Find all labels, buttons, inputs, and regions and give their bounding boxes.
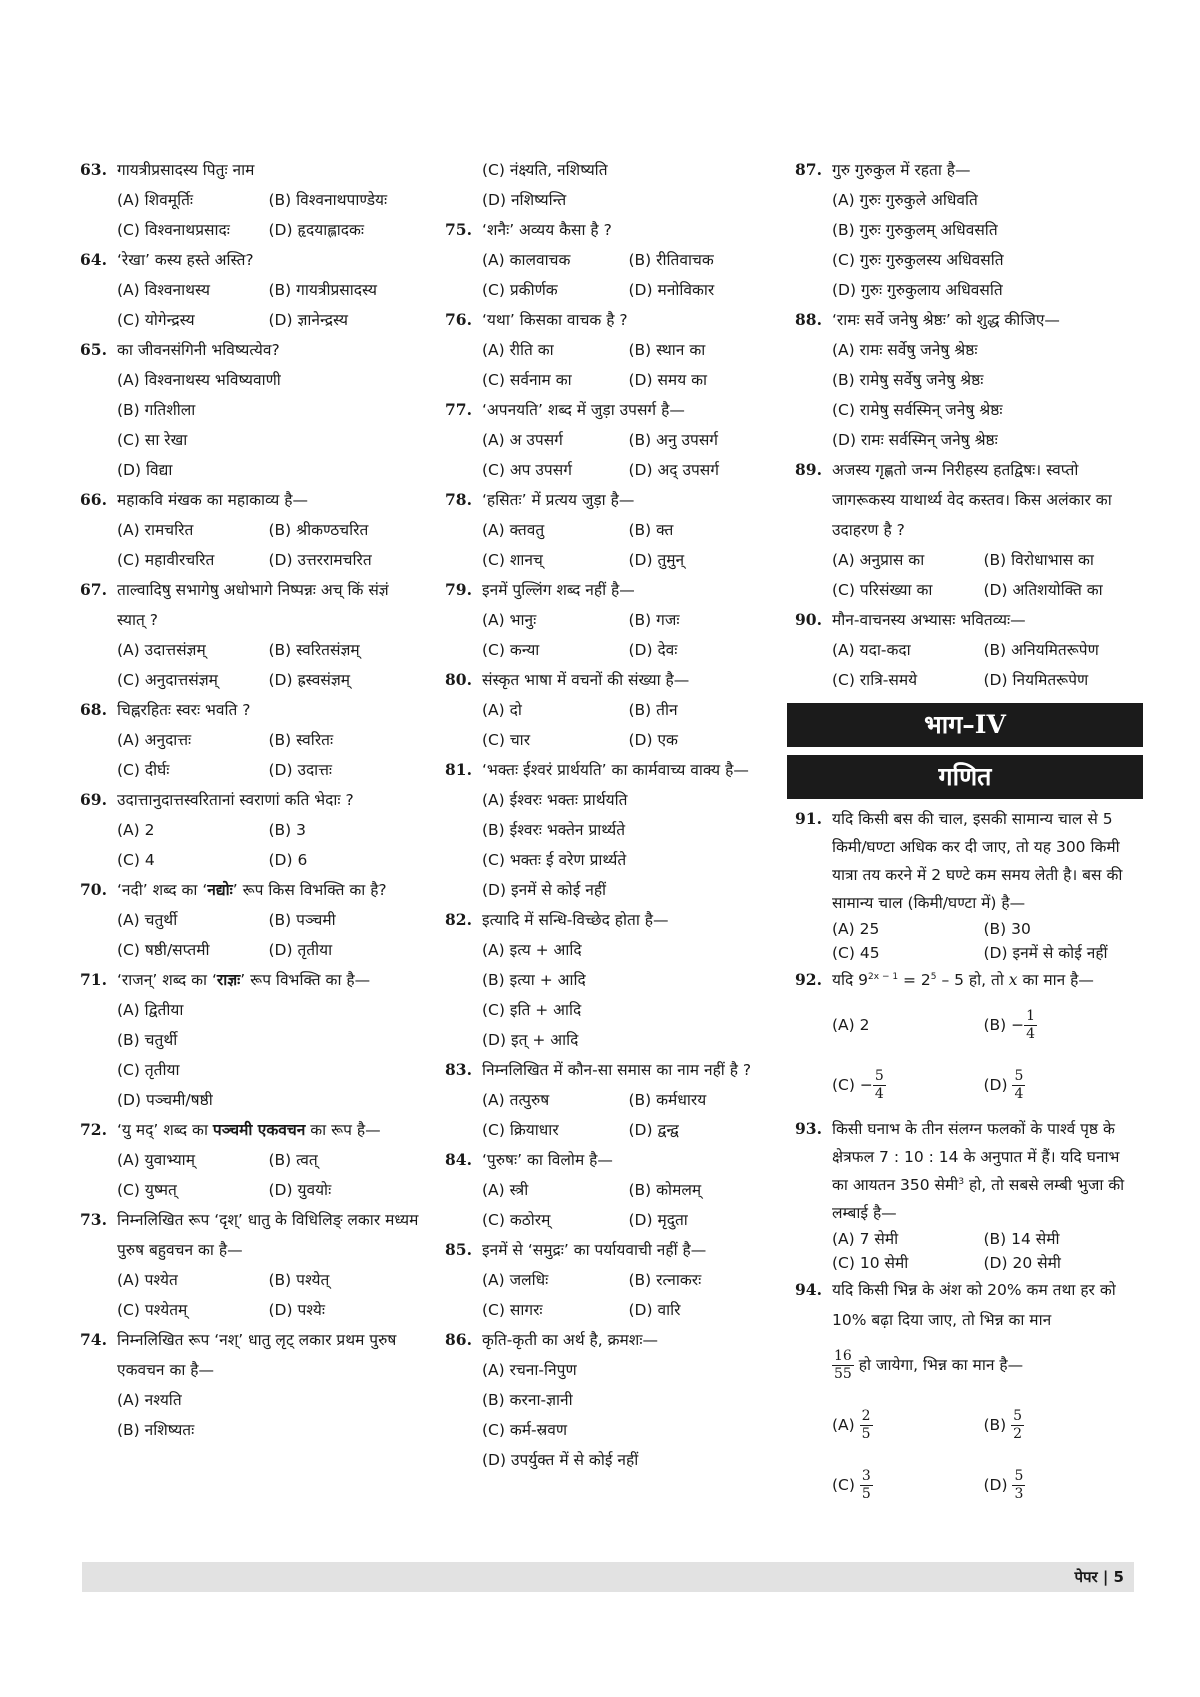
option-c: (C) महावीरचरित: [117, 551, 215, 569]
option-b: (B) इत्या + आदि: [482, 971, 586, 989]
question-text: चिह्नरहितः स्वरः भवति ?: [117, 701, 251, 719]
option-b: (B) पञ्चमी: [268, 911, 336, 929]
column-3: [795, 155, 1135, 1515]
option-a: (A) विश्वनाथस्य भविष्यवाणी: [117, 371, 281, 389]
question-87: [795, 155, 1135, 305]
option-c: (C) अप उपसर्ग: [482, 461, 572, 479]
numerator: 5: [1014, 1068, 1024, 1084]
option-a: (A) पश्येत: [117, 1271, 178, 1289]
question-text: गायत्रीप्रसादस्य पितुः नाम: [117, 161, 255, 179]
option-c: (C) 45: [832, 944, 880, 962]
fraction: [1012, 1468, 1025, 1503]
option-label: (B) −: [983, 1016, 1025, 1034]
option-c: (C) पश्येतम्: [117, 1301, 188, 1319]
option-b: (B) कर्मधारय: [628, 1091, 707, 1109]
option-c: (C) रात्रि-समये: [832, 671, 918, 689]
option-c: (C) दीर्घः: [117, 761, 170, 779]
option-d: (D) ह्रस्वसंज्ञम्: [268, 671, 351, 689]
option-label: (D): [983, 1476, 1008, 1494]
exponent: 3: [958, 1176, 965, 1187]
question-text: अजस्य गृह्णतो जन्म निरीहस्य हतद्विषः। स्वप्तो जागरूकस्य याथार्थ्य वेद कस्तव। किस अलंकार का उदाहरण है ?: [832, 461, 1112, 539]
option-b: (B) तीन: [628, 701, 678, 719]
option-c: (C) सागरः: [482, 1301, 543, 1319]
section-subject-heading: गणित: [787, 755, 1143, 799]
question-78: [445, 485, 775, 575]
option-b: (B) करना-ज्ञानी: [482, 1391, 573, 1409]
option-c: (C) सर्वनाम का: [482, 371, 572, 389]
question-number: 92.: [795, 970, 822, 989]
question-text: उदात्तानुदात्तस्वरितानां स्वराणां कति भेदाः ?: [117, 791, 354, 809]
option-d: (D) युवयोः: [268, 1181, 332, 1199]
question-text: ताल्वादिषु सभागेषु अधोभागे निष्पन्नः अच् किं संज्ञं स्यात् ?: [117, 581, 389, 629]
question-number: 75.: [445, 220, 472, 239]
option-c: (C) कर्म-स्रवण: [482, 1421, 568, 1439]
question-number: 76.: [445, 310, 472, 329]
question-text: ‘पुरुषः’ का विलोम है—: [482, 1151, 613, 1169]
question-number: 82.: [445, 910, 472, 929]
question-text: का जीवनसंगिनी भविष्यत्येव?: [117, 341, 280, 359]
option-b: (B) रीतिवाचक: [628, 251, 714, 269]
denominator: 3: [1014, 1486, 1024, 1502]
question-69: [80, 785, 420, 875]
option-b: (B) विश्वनाथपाण्डेयः: [268, 191, 388, 209]
option-d: (D) 6: [268, 851, 308, 869]
option-a: (A) रीति का: [482, 341, 554, 359]
option-a: (A) तत्पुरुष: [482, 1091, 550, 1109]
option-a: (A) स्त्री: [482, 1181, 529, 1199]
option-a: (A) अ उपसर्ग: [482, 431, 563, 449]
question-number: 70.: [80, 880, 107, 899]
column-1: [80, 155, 420, 1445]
option-a: (A) नश्यति: [117, 1391, 182, 1409]
option-a: (A) अनुदात्तः: [117, 731, 192, 749]
numerator: 2: [861, 1408, 871, 1424]
option-b: (B) विरोधाभास का: [983, 551, 1094, 569]
question-text: संस्कृत भाषा में वचनों की संख्या है—: [482, 671, 690, 689]
denominator: 4: [1014, 1086, 1024, 1102]
option-b: (B) गायत्रीप्रसादस्य: [268, 281, 378, 299]
option-a: (A) इत्य + आदि: [482, 941, 582, 959]
question-text: मौन-वाचनस्य अभ्यासः भवितव्यः—: [832, 611, 1026, 629]
option-a: (A) रामः सर्वेषु जनेषु श्रेष्ठः: [832, 341, 978, 359]
option-c: [832, 1455, 984, 1515]
option-c: (C) अनुदात्तसंज्ञम्: [117, 671, 218, 689]
option-b: (B) अनु उपसर्ग: [628, 431, 719, 449]
option-c: (C) नंक्ष्यति, नशिष्यति: [482, 161, 608, 179]
denominator: 2: [1013, 1426, 1023, 1442]
option-a: (A) यदा-कदा: [832, 641, 911, 659]
option-a: (A) कालवाचक: [482, 251, 571, 269]
option-c: (C) शानच्: [482, 551, 543, 569]
denominator: 55: [834, 1366, 852, 1382]
option-c: (C) षष्ठी/सप्तमी: [117, 941, 210, 959]
question-85: [445, 1235, 775, 1325]
question-text-pre: ‘यु मद्’ शब्द का: [117, 1121, 213, 1139]
option-c: (C) परिसंख्या का: [832, 581, 933, 599]
question-text: कृति-कृती का अर्थ है, क्रमशः—: [482, 1331, 658, 1349]
question-88: [795, 305, 1135, 455]
option-a: (A) क्तवतु: [482, 521, 545, 539]
option-c: (C) सा रेखा: [117, 431, 188, 449]
option-a: (A) ईश्वरः भक्तः प्रार्थयति: [482, 791, 628, 809]
question-65: [80, 335, 420, 485]
question-number: 78.: [445, 490, 472, 509]
option-c: (C) कठोरम्: [482, 1211, 551, 1229]
question-number: 67.: [80, 580, 107, 599]
question-number: 84.: [445, 1150, 472, 1169]
numerator: 3: [861, 1468, 871, 1484]
question-text-pre: ‘राजन्’ शब्द का ‘: [117, 971, 217, 989]
page-footer: [82, 1562, 1134, 1592]
exponent: 2x − 1: [868, 971, 899, 982]
question-number: 91.: [795, 809, 822, 828]
question-text: ‘अपनयति’ शब्द में जुड़ा उपसर्ग है—: [482, 401, 685, 419]
question-72: [80, 1115, 420, 1205]
question-number: 77.: [445, 400, 472, 419]
question-number: 72.: [80, 1120, 107, 1139]
question-75: [445, 215, 775, 305]
option-b: (B) कोमलम्: [628, 1181, 702, 1199]
question-text: ‘भक्तः ईश्वरं प्रार्थयति’ का कार्मवाच्य वाक्य है—: [482, 761, 749, 779]
option-d: [984, 1455, 1136, 1515]
question-text: इनमें से ‘समुद्रः’ का पर्यायवाची नहीं है—: [482, 1241, 707, 1259]
question-79: [445, 575, 775, 665]
question-number: 93.: [795, 1119, 822, 1138]
option-b: (B) त्वत्: [268, 1151, 318, 1169]
question-81: [445, 755, 775, 905]
question-number: 90.: [795, 610, 822, 629]
option-c: (C) 10 सेमी: [832, 1254, 909, 1272]
option-c: (C) 4: [117, 851, 155, 869]
question-text-post: का मान है—: [1017, 971, 1094, 989]
option-a: (A) द्वितीया: [117, 1001, 184, 1019]
option-a: (A) 7 सेमी: [832, 1230, 899, 1248]
option-d: (D) नशिष्यन्ति: [482, 191, 567, 209]
option-b: (B) 3: [268, 821, 307, 839]
option-b: (B) गतिशीला: [117, 401, 196, 419]
question-number: 73.: [80, 1210, 107, 1229]
fraction: [860, 1468, 873, 1503]
question-number: 94.: [795, 1280, 822, 1299]
question-67: [80, 575, 420, 695]
option-c: (C) योगेन्द्रस्य: [117, 311, 195, 329]
option-d: (D) इनमें से कोई नहीं: [482, 881, 607, 899]
fraction: [873, 1068, 886, 1103]
column-2: [445, 155, 775, 1475]
question-number: 81.: [445, 760, 472, 779]
question-text: इनमें पुल्लिंग शब्द नहीं है—: [482, 581, 635, 599]
numerator: 5: [1014, 1468, 1024, 1484]
option-a: (A) रचना-निपुण: [482, 1361, 577, 1379]
denominator: 5: [861, 1426, 871, 1442]
question-text: गुरु गुरुकुल में रहता है—: [832, 161, 971, 179]
question-text-bold: पञ्चमी एकवचन: [212, 1121, 306, 1139]
question-text: यदि किसी बस की चाल, इसकी सामान्य चाल से 5 किमी/घण्टा अधिक कर दी जाए, तो यह 300 किमी यात्रा तय करने में 2 घण्टे कम समय लेती है। बस की सामान्य चाल (किमी/घण्टा में) है—: [832, 810, 1123, 912]
fraction: [1024, 1008, 1037, 1043]
question-82: [445, 905, 775, 1055]
option-a: (A) गुरुः गुरुकुले अधिवति: [832, 191, 978, 209]
question-94: [795, 1275, 1135, 1515]
option-d: (D) पञ्चमी/षष्ठी: [117, 1091, 213, 1109]
option-d: (D) गुरुः गुरुकुलाय अधिवसति: [832, 281, 1003, 299]
question-number: 89.: [795, 460, 822, 479]
page-number: पेपर | 5: [1074, 1568, 1124, 1586]
option-b: (B) अनियमितरूपेण: [983, 641, 1099, 659]
option-c: (C) रामेषु सर्वस्मिन् जनेषु श्रेष्ठः: [832, 401, 1003, 419]
option-c: (C) गुरुः गुरुकुलस्य अधिवसति: [832, 251, 1004, 269]
question-number: 87.: [795, 160, 822, 179]
option-d: (D) विद्या: [117, 461, 173, 479]
option-label: (B): [983, 1416, 1007, 1434]
option-a: (A) उदात्तसंज्ञम्: [117, 641, 206, 659]
question-86: [445, 1325, 775, 1475]
question-number: 65.: [80, 340, 107, 359]
option-a: (A) दो: [482, 701, 522, 719]
option-d: (D) अद् उपसर्ग: [628, 461, 719, 479]
option-d: (D) इत् + आदि: [482, 1031, 579, 1049]
question-text-post: का रूप है—: [305, 1121, 381, 1139]
question-text: निम्नलिखित में कौन-सा समास का नाम नहीं है ?: [482, 1061, 752, 1079]
question-text-mid2: – 5 हो, तो: [936, 971, 1009, 989]
question-71: [80, 965, 420, 1115]
question-93: [795, 1115, 1135, 1275]
question-number: 68.: [80, 700, 107, 719]
question-68: [80, 695, 420, 785]
option-a: (A) शिवमूर्तिः: [117, 191, 194, 209]
question-text: ‘शनैः’ अव्यय कैसा है ?: [482, 221, 612, 239]
question-text: ‘यथा’ किसका वाचक है ?: [482, 311, 628, 329]
question-text: निम्नलिखित रूप ‘नश्’ धातु लृट् लकार प्रथम पुरुष एकवचन का है—: [117, 1331, 397, 1379]
question-text-bold: राज्ञः: [216, 971, 241, 989]
option-d: (D) मृदुता: [628, 1211, 688, 1229]
denominator: 4: [1026, 1026, 1036, 1042]
option-d: (D) वारि: [628, 1301, 681, 1319]
question-77: [445, 395, 775, 485]
question-73: [80, 1205, 420, 1325]
question-number: 85.: [445, 1240, 472, 1259]
option-b: (B) गुरुः गुरुकुलम् अधिवसति: [832, 221, 998, 239]
question-text: महाकवि मंखक का महाकाव्य है—: [117, 491, 308, 509]
question-number: 79.: [445, 580, 472, 599]
question-89: [795, 455, 1135, 605]
fraction: [1011, 1408, 1024, 1443]
option-a: (A) विश्वनाथस्य: [117, 281, 211, 299]
question-91: [795, 805, 1135, 965]
question-text-post: हो, तो सबसे लम्बी भुजा की लम्बाई है—: [832, 1176, 1125, 1222]
question-text-post: ’ रूप किस विभक्ति का है?: [232, 881, 387, 899]
option-c: (C) कन्या: [482, 641, 540, 659]
option-d: (D) उत्तररामचरित: [268, 551, 372, 569]
option-b: [984, 1395, 1136, 1455]
option-a: (A) रामचरित: [117, 521, 194, 539]
option-b: (B) क्त: [628, 521, 674, 539]
option-b: (B) रामेषु सर्वेषु जनेषु श्रेष्ठः: [832, 371, 984, 389]
option-d: (D) द्वन्द्व: [628, 1121, 679, 1139]
question-90: [795, 605, 1135, 695]
question-text-pre: ‘नदी’ शब्द का ‘: [117, 881, 208, 899]
question-text: ‘रेखा’ कस्य हस्ते अस्ति?: [117, 251, 254, 269]
numerator: 1: [1026, 1008, 1036, 1024]
option-a: (A) 2: [117, 821, 155, 839]
option-d: (D) ज्ञानेन्द्रस्य: [268, 311, 349, 329]
option-a: (A) भानुः: [482, 611, 537, 629]
question-text: इत्यादि में सन्धि-विच्छेद होता है—: [482, 911, 669, 929]
option-c: (C) क्रियाधार: [482, 1121, 559, 1139]
option-b: (B) स्वरितसंज्ञम्: [268, 641, 360, 659]
option-b: (B) 14 सेमी: [983, 1230, 1060, 1248]
option-c: (C) प्रकीर्णक: [482, 281, 558, 299]
question-number: 80.: [445, 670, 472, 689]
question-76: [445, 305, 775, 395]
option-c: (C) विश्वनाथप्रसादः: [117, 221, 230, 239]
option-a: (A) जलधिः: [482, 1271, 549, 1289]
option-label: (D): [983, 1076, 1008, 1094]
option-b: (B) चतुर्थी: [117, 1031, 178, 1049]
numerator: 5: [874, 1068, 884, 1084]
option-b: (B) रत्नाकरः: [628, 1271, 702, 1289]
question-text-mid: = 2: [898, 971, 931, 989]
option-d: (D) हृदयाह्लादकः: [268, 221, 365, 239]
option-a: (A) अनुप्रास का: [832, 551, 925, 569]
option-label: (C) −: [832, 1076, 873, 1094]
question-number: 83.: [445, 1060, 472, 1079]
option-b: [984, 995, 1136, 1055]
numerator: 16: [834, 1348, 852, 1364]
option-d: (D) अतिशयोक्ति का: [983, 581, 1103, 599]
question-70: [80, 875, 420, 965]
option-b: (B) स्वरितः: [268, 731, 334, 749]
section-part-heading: भाग–IV: [787, 703, 1143, 747]
question-83: [445, 1055, 775, 1145]
question-84: [445, 1145, 775, 1235]
question-64: [80, 245, 420, 335]
option-d: [984, 1055, 1136, 1115]
option-a: (A) 2: [832, 1016, 870, 1034]
denominator: 5: [861, 1486, 871, 1502]
denominator: 4: [874, 1086, 884, 1102]
exponent: 5: [930, 971, 937, 982]
question-text-pre: यदि 9: [832, 971, 869, 989]
question-number: 86.: [445, 1330, 472, 1349]
question-66: [80, 485, 420, 575]
variable-x: x: [1008, 971, 1018, 989]
option-b: (B) ईश्वरः भक्तेन प्रार्थ्यते: [482, 821, 626, 839]
numerator: 5: [1013, 1408, 1023, 1424]
question-80: [445, 665, 775, 755]
question-text-pre: किसी घनाभ के तीन संलग्न फलकों के पार्श्व पृष्ठ के क्षेत्रफल 7 : 10 : 14 के अनुपात में हैं। यदि घनाभ का आयतन 350 सेमी: [832, 1120, 1120, 1194]
fraction: [860, 1408, 873, 1443]
question-92: [795, 965, 1135, 1115]
question-number: 71.: [80, 970, 107, 989]
option-d: (D) मनोविकार: [628, 281, 715, 299]
fraction: [1012, 1068, 1025, 1103]
question-number: 74.: [80, 1330, 107, 1349]
option-d: (D) तुमुन्: [628, 551, 685, 569]
question-text: निम्नलिखित रूप ‘दृश्’ धातु के विधिलिङ् लकार मध्यम पुरुष बहुवचन का है—: [117, 1211, 419, 1259]
option-d: (D) इनमें से कोई नहीं: [983, 944, 1108, 962]
fraction: [832, 1348, 854, 1383]
option-b: (B) स्थान का: [628, 341, 706, 359]
option-d: (D) नियमितरूपेण: [983, 671, 1089, 689]
option-a: (A) चतुर्थी: [117, 911, 178, 929]
question-text-post: ’ रूप विभक्ति का है—: [240, 971, 371, 989]
question-74: [80, 1325, 420, 1445]
option-b: (B) 30: [983, 920, 1031, 938]
option-b: (B) गजः: [628, 611, 680, 629]
option-d: (D) उपर्युक्त में से कोई नहीं: [482, 1451, 639, 1469]
option-d: (D) देवः: [628, 641, 678, 659]
option-d: (D) एक: [628, 731, 678, 749]
question-number: 69.: [80, 790, 107, 809]
option-b: (B) पश्येत्: [268, 1271, 330, 1289]
question-number: 64.: [80, 250, 107, 269]
question-63: [80, 155, 420, 245]
option-d: (D) 20 सेमी: [983, 1254, 1061, 1272]
option-a: (A) युवाभ्याम्: [117, 1151, 195, 1169]
option-label: (A): [832, 1416, 855, 1434]
option-c: (C) इति + आदि: [482, 1001, 582, 1019]
option-label: (C): [832, 1476, 855, 1494]
option-a: [832, 1395, 984, 1455]
question-number: 88.: [795, 310, 822, 329]
question-74-continued: [445, 155, 775, 215]
question-text-post: हो जायेगा, भिन्न का मान है—: [858, 1356, 1024, 1374]
option-d: (D) पश्येः: [268, 1301, 325, 1319]
option-d: (D) तृतीया: [268, 941, 333, 959]
option-c: [832, 1055, 984, 1115]
option-d: (D) रामः सर्वस्मिन् जनेषु श्रेष्ठः: [832, 431, 998, 449]
option-c: (C) युष्मत्: [117, 1181, 177, 1199]
question-number: 66.: [80, 490, 107, 509]
option-c: (C) तृतीया: [117, 1061, 180, 1079]
option-d: (D) उदात्तः: [268, 761, 333, 779]
question-text-bold: नद्योः: [207, 881, 233, 899]
question-text: यदि किसी भिन्न के अंश को 20% कम तथा हर को 10% बढ़ा दिया जाए, तो भिन्न का मान: [832, 1281, 1116, 1329]
option-b: (B) नशिष्यतः: [117, 1421, 195, 1439]
option-a: (A) 25: [832, 920, 880, 938]
option-b: (B) श्रीकण्ठचरित: [268, 521, 369, 539]
question-text: ‘रामः सर्वे जनेषु श्रेष्ठः’ को शुद्ध कीजिए—: [832, 311, 1060, 329]
option-c: (C) भक्तः ई वरेण प्रार्थ्यते: [482, 851, 627, 869]
question-number: 63.: [80, 160, 107, 179]
option-c: (C) चार: [482, 731, 531, 749]
option-d: (D) समय का: [628, 371, 708, 389]
question-text: ‘हसितः’ में प्रत्यय जुड़ा है—: [482, 491, 635, 509]
